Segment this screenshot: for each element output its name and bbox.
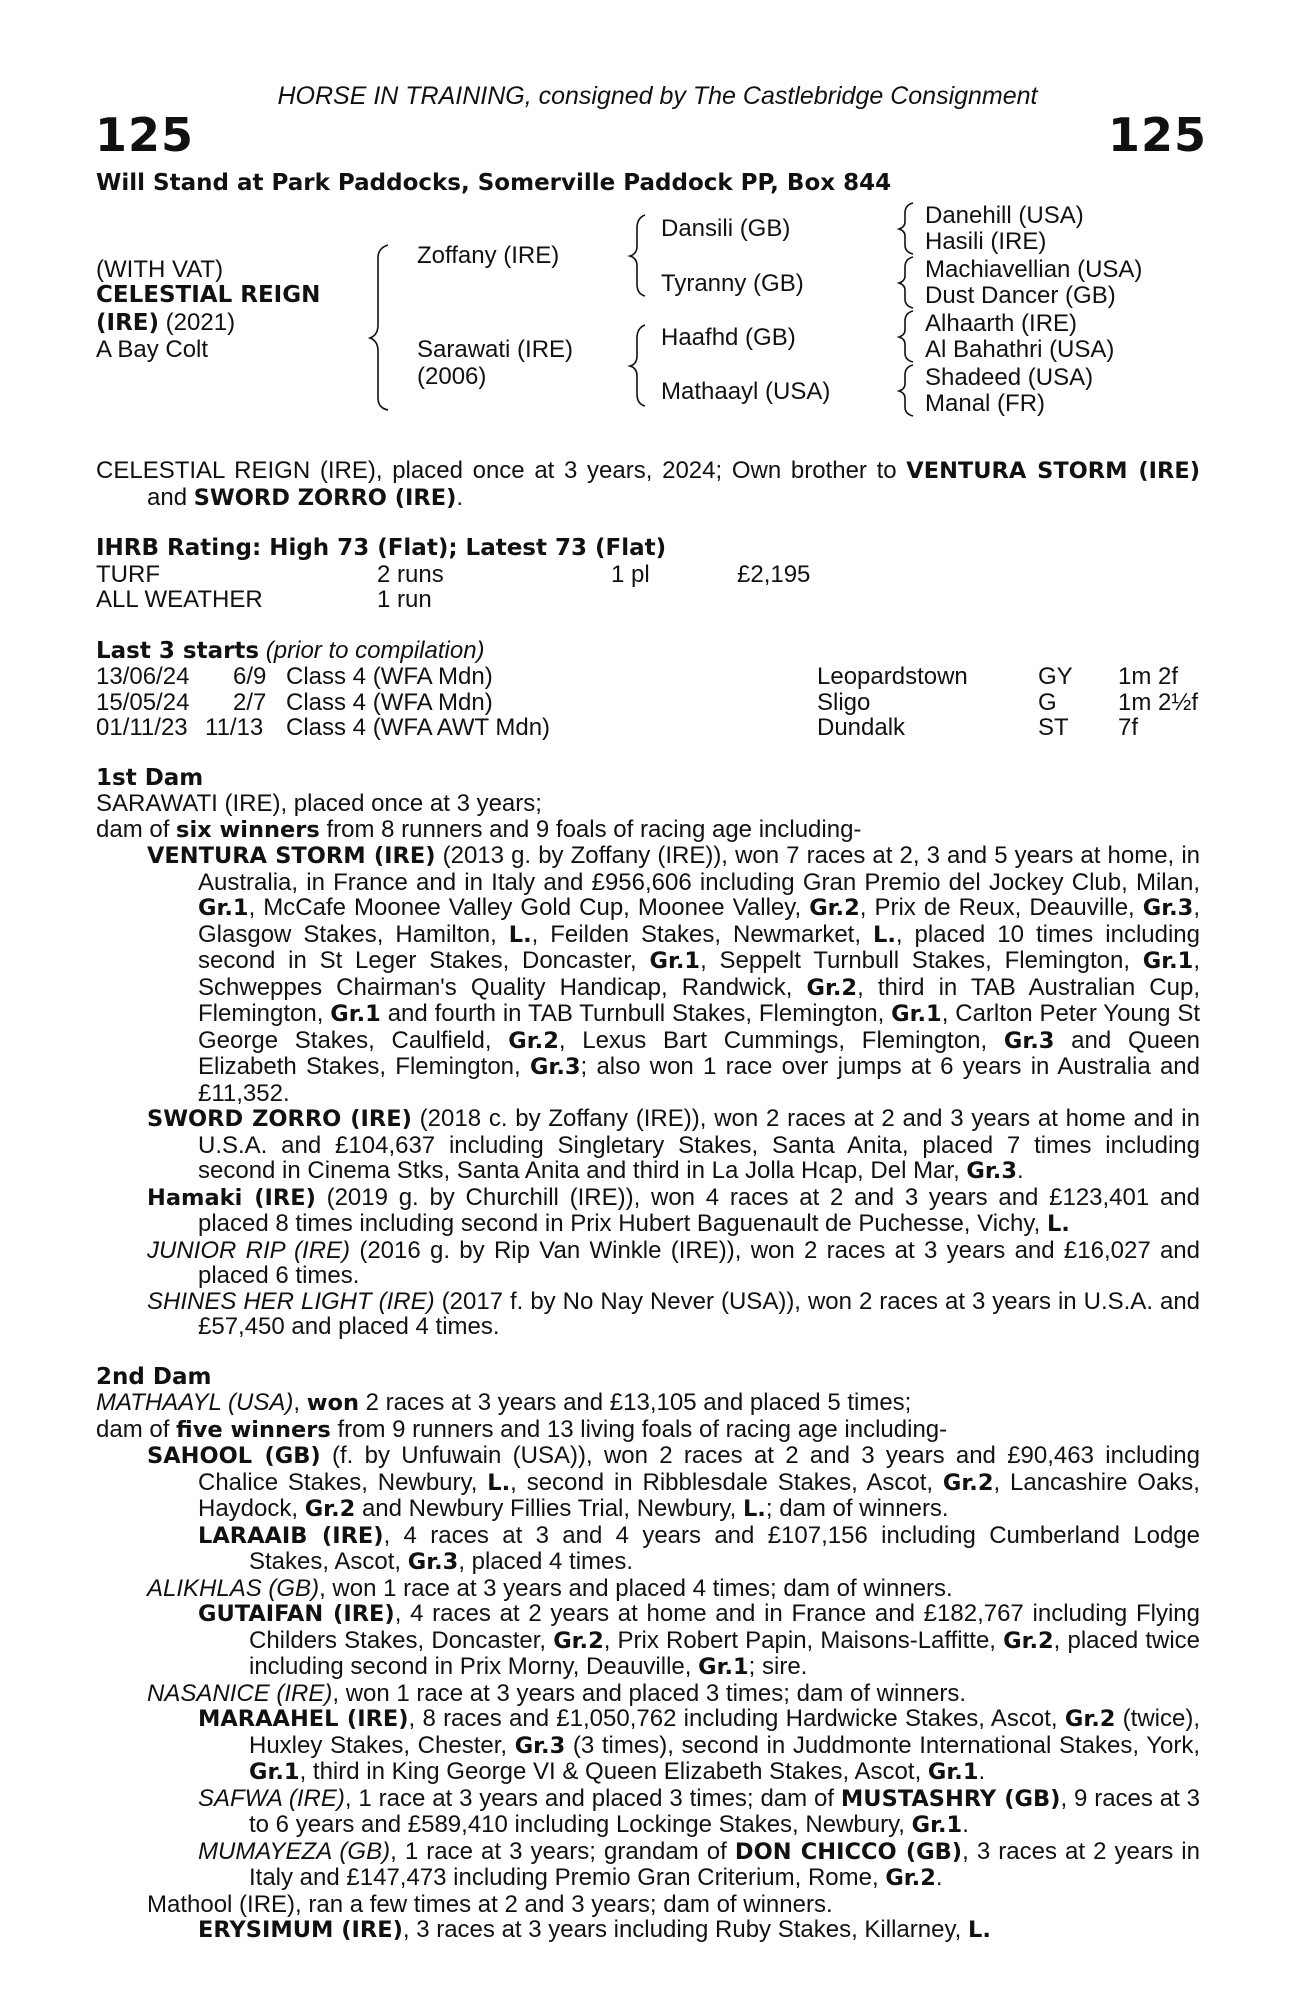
- sire-name: Zoffany (IRE): [417, 242, 560, 269]
- dam-name: Sarawati (IRE): [417, 336, 574, 363]
- text: , 1 race at 3 years; grandam of: [390, 1837, 735, 1865]
- grade: Gr.1: [649, 948, 701, 974]
- start-row: [96, 690, 1200, 716]
- rating-runs: 2 runs: [377, 560, 444, 588]
- text: , won 1 race at 3 years and placed 4 times; dam of winners.: [319, 1574, 953, 1602]
- grade: Gr.1: [198, 895, 249, 921]
- catalogue-body: [96, 458, 1200, 1944]
- grade: L.: [968, 1917, 991, 1943]
- grade: L.: [508, 921, 532, 948]
- text: , 8 races and £1,050,762 including Hardwicke Stakes, Ascot,: [408, 1705, 1065, 1732]
- text: and Queen Elizabeth Stakes, Flemington,: [198, 1026, 1200, 1080]
- page-header-title: HORSE IN TRAINING, consigned by The Castlebridge Consignment: [277, 82, 1038, 110]
- text: .: [978, 1758, 986, 1785]
- progeny-name: ALIKHLAS (GB): [147, 1574, 320, 1602]
- grade: Gr.2: [809, 895, 860, 921]
- horse-year: (2021): [159, 309, 236, 336]
- lot-number-left: 125: [95, 108, 195, 162]
- text: (2013 g. by Zoffany (IRE)), won 7 races at 2, 3 and 5 years at home, in Australia, in France and in Italy and £956,606 including Gran Premio del Jockey Club, Milan,: [198, 842, 1200, 896]
- dam-sire: Haafhd (GB): [661, 324, 796, 351]
- progeny-maraahel: [96, 1706, 1200, 1786]
- sire-sire: Dansili (GB): [661, 215, 791, 242]
- start-position: 2/7: [233, 688, 267, 716]
- grade: Gr.1: [911, 1812, 963, 1838]
- last-starts-note: (prior to compilation): [259, 636, 485, 664]
- winners-count: six winners: [176, 816, 320, 843]
- dam-name: MATHAAYL (USA): [96, 1389, 294, 1416]
- text: , 3 races at 2 years in Italy and £147,473 including Premio Gran Criterium, Rome,: [249, 1837, 1200, 1891]
- summary-text-2: and: [147, 483, 194, 511]
- progeny-name: JUNIOR RIP (IRE): [147, 1236, 351, 1264]
- horse-name-line2: [96, 309, 235, 337]
- progeny-nasanice: [96, 1681, 1200, 1707]
- start-race: Class 4 (WFA AWT Mdn): [286, 714, 551, 741]
- start-distance: 1m 2f: [1118, 663, 1179, 690]
- progeny-sahool: [96, 1443, 1200, 1523]
- progeny-name: NASANICE (IRE): [147, 1679, 333, 1707]
- horse-name: CELESTIAL REIGN: [96, 282, 321, 308]
- progeny-mathool: [96, 1892, 1200, 1918]
- summary-text: CELESTIAL REIGN (IRE), placed once at 3 years, 2024; Own brother to: [96, 457, 907, 484]
- progeny-name: MUSTASHRY (GB): [840, 1785, 1061, 1812]
- first-dam-title: 1st Dam: [96, 764, 204, 791]
- horse-summary: [96, 458, 1200, 511]
- progeny-laraaib: [96, 1523, 1200, 1576]
- summary-sibling-2: SWORD ZORRO (IRE): [193, 484, 457, 511]
- text: ; dam of winners.: [765, 1495, 949, 1522]
- progeny-name: GUTAIFAN (IRE): [198, 1601, 395, 1627]
- rating-row-aw: [96, 587, 1200, 613]
- text: .: [935, 1864, 943, 1891]
- progeny-name: ERYSIMUM (IRE): [198, 1917, 403, 1943]
- grade: Gr.2: [508, 1027, 559, 1054]
- gen3-2: Hasili (IRE): [925, 228, 1047, 255]
- gen3-7: Shadeed (USA): [925, 364, 1094, 391]
- grade: Gr.3: [966, 1158, 1017, 1184]
- rating-row-turf: [96, 562, 1200, 588]
- text: , Feilden Stakes, Newmarket,: [531, 920, 874, 948]
- progeny-name: SHINES HER LIGHT (IRE): [147, 1287, 435, 1315]
- text: (2016 g. by Rip Van Winkle (IRE)), won 2 races at 3 years and £16,027 and placed 6 times.: [198, 1236, 1201, 1289]
- grade: Gr.1: [891, 1001, 942, 1027]
- progeny-gutaifan: [96, 1601, 1200, 1681]
- start-distance: 1m 2½f: [1118, 688, 1199, 716]
- start-position: 6/9: [233, 663, 267, 690]
- start-going: GY: [1038, 663, 1073, 690]
- start-date: 15/05/24: [96, 688, 190, 716]
- progeny-name: Mathool (IRE): [147, 1890, 296, 1918]
- grade: Gr.2: [553, 1627, 604, 1654]
- last-starts-heading: [96, 638, 1200, 665]
- text: , 4 races at 2 years at home and in France and £182,767 including Flying Childers Stakes, Doncaster,: [249, 1600, 1200, 1654]
- text: (2018 c. by Zoffany (IRE)), won 2 races at 2 and 3 years at home and in U.S.A. and £104,637 including Singletary Stakes, Santa Anita, placed 7 times including second in Cinema Stks, Santa Anita and third in La Jolla Hcap, Del Mar,: [198, 1105, 1200, 1184]
- start-date: 01/11/23: [96, 714, 188, 741]
- first-dam-produce: [96, 817, 1200, 844]
- dam-year: (2006): [417, 363, 487, 390]
- text: , McCafe Moonee Valley Gold Cup, Moonee Valley,: [248, 894, 810, 921]
- first-dam-line: SARAWATI (IRE), placed once at 3 years;: [96, 790, 542, 817]
- progeny-name: DON CHICCO (GB): [734, 1838, 963, 1865]
- text: , Prix Robert Papin, Maisons-Laffitte,: [603, 1626, 1004, 1654]
- start-row: [96, 715, 1200, 741]
- text: , Prix de Reux, Deauville,: [859, 894, 1143, 921]
- text: , Lexus Bart Cummings, Flemington,: [558, 1026, 1004, 1054]
- summary-sibling-1: VENTURA STORM (IRE): [906, 458, 1200, 484]
- progeny-junior-rip: [96, 1238, 1200, 1289]
- grade: Gr.3: [407, 1549, 459, 1575]
- text: , third in TAB Australian Cup, Flemington,: [198, 973, 1200, 1027]
- stand-location: Will Stand at Park Paddocks, Somerville Paddock PP, Box 844: [96, 170, 892, 196]
- start-course: Leopardstown: [817, 663, 968, 690]
- rating-runs: 1 run: [377, 586, 432, 613]
- vat-note: (WITH VAT): [96, 256, 224, 283]
- progeny-name: VENTURA STORM (IRE): [147, 843, 436, 869]
- text: , placed 4 times.: [458, 1548, 634, 1575]
- start-course: Dundalk: [817, 714, 906, 741]
- start-going: G: [1038, 688, 1057, 716]
- pedigree-brackets: [0, 0, 1315, 430]
- progeny-mumayeza: [96, 1839, 1200, 1892]
- summary-end: .: [456, 483, 464, 511]
- progeny-name: Hamaki (IRE): [147, 1184, 316, 1211]
- progeny-name: MUMAYEZA (GB): [198, 1837, 391, 1865]
- rating-prize: £2,195: [737, 560, 811, 588]
- grade: Gr.3: [1142, 895, 1194, 921]
- gen3-4: Dust Dancer (GB): [925, 282, 1116, 309]
- grade: Gr.2: [1003, 1627, 1054, 1654]
- start-race: Class 4 (WFA Mdn): [286, 663, 493, 690]
- text: (2019 g. by Churchill (IRE)), won 4 races at 2 and 3 years and £123,401 and placed 8 times including second in Prix Hubert Baguenault de Puchesse, Vichy,: [198, 1183, 1200, 1237]
- start-race: Class 4 (WFA Mdn): [286, 688, 493, 716]
- text: from 9 runners and 13 living foals of racing age including-: [330, 1415, 948, 1443]
- progeny-hamaki: [96, 1185, 1200, 1238]
- text: , Glasgow Stakes, Hamilton,: [198, 894, 1201, 948]
- text: from 8 runners and 9 foals of racing age including-: [319, 815, 862, 843]
- text: dam of: [96, 815, 177, 843]
- start-row: [96, 664, 1200, 690]
- progeny-name: SWORD ZORRO (IRE): [147, 1106, 412, 1132]
- text: , placed 10 times including second in St Leger Stakes, Doncaster,: [198, 920, 1200, 974]
- text: (f. by Unfuwain (USA)), won 2 races at 2 and 3 years and £90,463 including Chalice Stakes, Newbury,: [198, 1442, 1201, 1496]
- second-dam-produce: [96, 1417, 1200, 1444]
- grade: L.: [742, 1496, 766, 1522]
- gen3-1: Danehill (USA): [925, 202, 1084, 229]
- text: , Schweppes Chairman's Quality Handicap, Randwick,: [198, 947, 1201, 1001]
- progeny-name: LARAAIB (IRE): [198, 1522, 384, 1549]
- text: (3 times), second in Juddmonte International Stakes, York,: [565, 1731, 1201, 1759]
- grade: Gr.2: [1064, 1706, 1116, 1732]
- text: , second in Ribblesdale Stakes, Ascot,: [510, 1468, 943, 1496]
- grade: Gr.3: [1003, 1027, 1055, 1054]
- start-going: ST: [1038, 714, 1069, 741]
- start-position: 11/13: [205, 714, 264, 741]
- gen3-5: Alhaarth (IRE): [925, 310, 1078, 337]
- rating-title: IHRB Rating: High 73 (Flat); Latest 73 (Flat): [96, 535, 667, 561]
- text: .: [962, 1811, 969, 1838]
- text: , 3 races at 3 years including Ruby Stakes, Killarney,: [402, 1916, 969, 1943]
- grade: Gr.2: [942, 1469, 994, 1496]
- text: ; also won 1 race over jumps at 6 years in Australia and £11,352.: [198, 1053, 1200, 1107]
- text: ; sire.: [748, 1653, 808, 1680]
- text: , won 1 race at 3 years and placed 3 times; dam of winners.: [332, 1679, 967, 1707]
- grade: Gr.1: [330, 1001, 381, 1027]
- progeny-ventura-storm: [96, 843, 1200, 1106]
- progeny-erysimum: [96, 1917, 1200, 1944]
- progeny-shines-her-light: [96, 1289, 1200, 1340]
- horse-suffix: (IRE): [96, 310, 160, 336]
- grade: Gr.3: [514, 1732, 566, 1759]
- grade: L.: [487, 1469, 511, 1496]
- grade: Gr.2: [885, 1865, 936, 1891]
- won-label: won: [306, 1390, 359, 1416]
- progeny-alikhlas: [96, 1576, 1200, 1602]
- gen3-3: Machiavellian (USA): [925, 256, 1143, 283]
- rating-placed: 1 pl: [611, 560, 650, 588]
- grade: Gr.1: [1142, 948, 1194, 974]
- lot-number-right: 125: [1107, 108, 1207, 162]
- gen3-8: Manal (FR): [925, 390, 1046, 417]
- progeny-safwa: [96, 1786, 1200, 1839]
- start-date: 13/06/24: [96, 663, 190, 690]
- progeny-name: MARAAHEL (IRE): [198, 1706, 409, 1732]
- text: 2 races at 3 years and £13,105 and placed 5 times;: [358, 1389, 912, 1416]
- text: ,: [293, 1389, 307, 1416]
- text: and Newbury Fillies Trial, Newbury,: [355, 1495, 743, 1522]
- text: , 1 race at 3 years and placed 3 times; dam of: [344, 1784, 841, 1812]
- grade: L.: [873, 921, 896, 948]
- gen3-6: Al Bahathri (USA): [925, 336, 1115, 363]
- second-dam-line: [96, 1390, 1200, 1417]
- text: , Seppelt Turnbull Stakes, Flemington,: [700, 947, 1143, 974]
- text: dam of: [96, 1415, 177, 1443]
- horse-description: A Bay Colt: [96, 336, 209, 363]
- pedigree-table: [0, 0, 1315, 430]
- grade: Gr.1: [927, 1759, 979, 1785]
- sire-dam: Tyranny (GB): [661, 270, 804, 297]
- grade: Gr.2: [304, 1496, 356, 1522]
- progeny-name: SAHOOL (GB): [147, 1443, 321, 1469]
- text: , third in King George VI & Queen Elizabeth Stakes, Ascot,: [299, 1758, 928, 1785]
- last-starts-title: Last 3 starts: [96, 637, 260, 664]
- text: , 4 races at 3 and 4 years and £107,156 including Cumberland Lodge Stakes, Ascot,: [249, 1521, 1201, 1575]
- dam-dam: Mathaayl (USA): [661, 378, 831, 405]
- text: (2017 f. by No Nay Never (USA)), won 2 races at 3 years in U.S.A. and £57,450 and placed 4 times.: [198, 1287, 1201, 1340]
- text: and fourth in TAB Turnbull Stakes, Flemington,: [380, 1000, 892, 1027]
- text: , Lancashire Oaks, Haydock,: [198, 1468, 1200, 1522]
- start-distance: 7f: [1118, 714, 1139, 741]
- rating-surface: ALL WEATHER: [96, 586, 263, 613]
- text: , Carlton Peter Young St George Stakes, Caulfield,: [198, 1000, 1201, 1054]
- rating-surface: TURF: [96, 560, 160, 588]
- text: .: [1016, 1157, 1024, 1184]
- text: , 9 races at 3 to 6 years and £589,410 including Lockinge Stakes, Newbury,: [249, 1784, 1200, 1838]
- text: (twice), Huxley Stakes, Chester,: [249, 1705, 1201, 1759]
- progeny-name: SAFWA (IRE): [198, 1784, 345, 1812]
- progeny-sword-zorro: [96, 1106, 1200, 1185]
- start-course: Sligo: [817, 688, 871, 716]
- grade: Gr.1: [698, 1654, 749, 1680]
- grade: L.: [1046, 1211, 1070, 1237]
- second-dam-title: 2nd Dam: [96, 1363, 212, 1390]
- grade: Gr.1: [249, 1759, 300, 1785]
- winners-count: five winners: [176, 1416, 331, 1443]
- text: , ran a few times at 2 and 3 years; dam of winners.: [295, 1890, 833, 1918]
- grade: Gr.2: [806, 974, 858, 1001]
- text: , placed twice including second in Prix Morny, Deauville,: [249, 1626, 1200, 1680]
- grade: Gr.3: [529, 1054, 581, 1080]
